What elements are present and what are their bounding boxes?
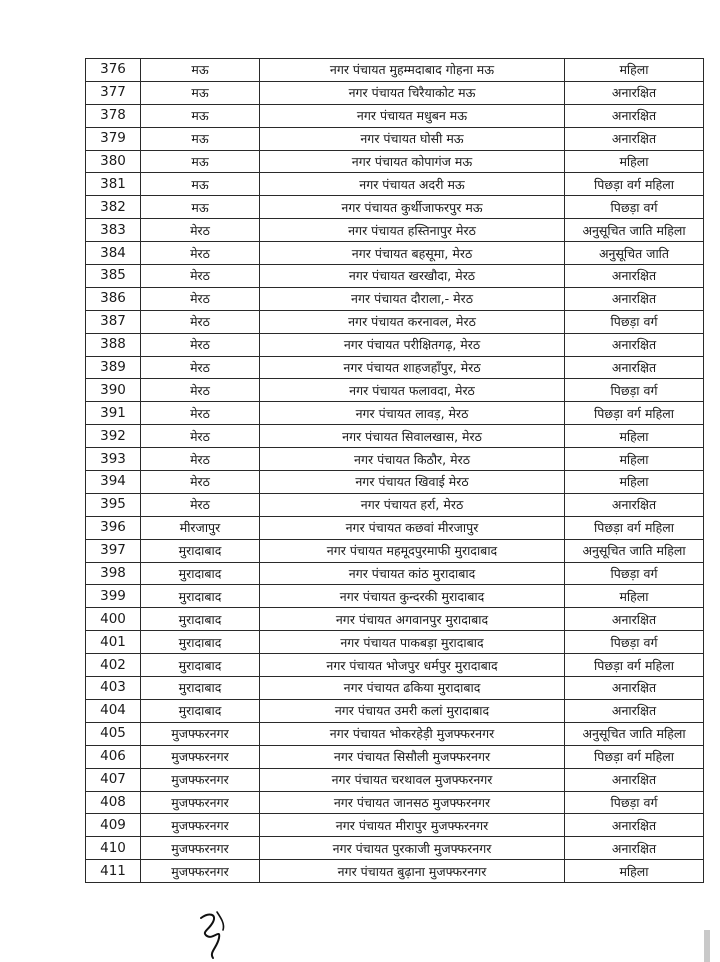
table-row [86,402,704,425]
district-cell: मेरठ [141,448,260,471]
district-cell: मेरठ [141,379,260,402]
district-cell: मऊ [141,127,260,150]
nagar-panchayat-cell: नगर पंचायत बहसूमा, मेरठ [260,242,565,265]
serial-number-cell: 400 [86,608,141,631]
district-cell: मुरादाबाद [141,631,260,654]
nagar-panchayat-cell: नगर पंचायत मुहम्मदाबाद गोहना मऊ [260,59,565,82]
serial-number-cell: 393 [86,448,141,471]
district-cell: मुरादाबाद [141,699,260,722]
table-row [86,722,704,745]
table-row [86,127,704,150]
reservation-category-cell: अनारक्षित [565,768,704,791]
district-cell: मऊ [141,173,260,196]
table-row [86,539,704,562]
reservation-table [85,58,704,883]
district-cell: मुरादाबाद [141,608,260,631]
reservation-category-cell: अनुसूचित जाति [565,242,704,265]
nagar-panchayat-cell: नगर पंचायत उमरी कलां मुरादाबाद [260,699,565,722]
table-row [86,562,704,585]
district-cell: मुजफ्फरनगर [141,837,260,860]
table-row [86,150,704,173]
serial-number-cell: 406 [86,745,141,768]
serial-number-cell: 388 [86,333,141,356]
district-cell: मेरठ [141,402,260,425]
serial-number-cell: 376 [86,59,141,82]
nagar-panchayat-cell: नगर पंचायत कछवां मीरजापुर [260,516,565,539]
district-cell: मीरजापुर [141,516,260,539]
nagar-panchayat-cell: नगर पंचायत खरखौदा, मेरठ [260,265,565,288]
reservation-category-cell: अनारक्षित [565,814,704,837]
table-row [86,333,704,356]
table-row [86,699,704,722]
nagar-panchayat-cell: नगर पंचायत करनावल, मेरठ [260,310,565,333]
reservation-category-cell: अनारक्षित [565,608,704,631]
nagar-panchayat-cell: नगर पंचायत चरथावल मुजफ्फरनगर [260,768,565,791]
district-cell: मेरठ [141,356,260,379]
serial-number-cell: 396 [86,516,141,539]
reservation-category-cell: अनारक्षित [565,356,704,379]
district-cell: मुरादाबाद [141,654,260,677]
nagar-panchayat-cell: नगर पंचायत अगवानपुर मुरादाबाद [260,608,565,631]
serial-number-cell: 403 [86,677,141,700]
reservation-category-cell: अनारक्षित [565,333,704,356]
nagar-panchayat-cell: नगर पंचायत हर्रा, मेरठ [260,493,565,516]
serial-number-cell: 409 [86,814,141,837]
table-row [86,814,704,837]
district-cell: मुरादाबाद [141,562,260,585]
table-row [86,356,704,379]
reservation-category-cell: महिला [565,471,704,494]
serial-number-cell: 410 [86,837,141,860]
table-row [86,104,704,127]
nagar-panchayat-cell: नगर पंचायत बुढ़ाना मुजफ्फरनगर [260,860,565,883]
reservation-category-cell: महिला [565,59,704,82]
district-cell: मुजफ्फरनगर [141,768,260,791]
district-cell: मेरठ [141,265,260,288]
table-row [86,59,704,82]
district-cell: मेरठ [141,242,260,265]
table-row [86,493,704,516]
district-cell: मेरठ [141,287,260,310]
reservation-category-cell: अनारक्षित [565,699,704,722]
district-cell: मऊ [141,59,260,82]
serial-number-cell: 399 [86,585,141,608]
table-row [86,631,704,654]
serial-number-cell: 386 [86,287,141,310]
table-row [86,768,704,791]
reservation-category-cell: पिछड़ा वर्ग महिला [565,516,704,539]
serial-number-cell: 384 [86,242,141,265]
table-row [86,81,704,104]
district-cell: मऊ [141,104,260,127]
reservation-category-cell: महिला [565,448,704,471]
table-row [86,585,704,608]
serial-number-cell: 381 [86,173,141,196]
nagar-panchayat-cell: नगर पंचायत सिवालखास, मेरठ [260,425,565,448]
serial-number-cell: 382 [86,196,141,219]
serial-number-cell: 385 [86,265,141,288]
nagar-panchayat-cell: नगर पंचायत घोसी मऊ [260,127,565,150]
table-row [86,837,704,860]
table-row [86,654,704,677]
reservation-category-cell: पिछड़ा वर्ग [565,562,704,585]
nagar-panchayat-cell: नगर पंचायत फलावदा, मेरठ [260,379,565,402]
table-row [86,471,704,494]
district-cell: मुजफ्फरनगर [141,745,260,768]
serial-number-cell: 378 [86,104,141,127]
nagar-panchayat-cell: नगर पंचायत भोकरहेड़ी मुजफ्फरनगर [260,722,565,745]
nagar-panchayat-cell: नगर पंचायत परीक्षितगढ़, मेरठ [260,333,565,356]
district-cell: मेरठ [141,493,260,516]
reservation-category-cell: पिछड़ा वर्ग [565,196,704,219]
nagar-panchayat-cell: नगर पंचायत खिवाई मेरठ [260,471,565,494]
nagar-panchayat-cell: नगर पंचायत कोपागंज मऊ [260,150,565,173]
table-row [86,860,704,883]
table-row [86,677,704,700]
serial-number-cell: 411 [86,860,141,883]
table-row [86,516,704,539]
nagar-panchayat-cell: नगर पंचायत शाहजहाँपुर, मेरठ [260,356,565,379]
reservation-category-cell: पिछड़ा वर्ग महिला [565,173,704,196]
reservation-category-cell: पिछड़ा वर्ग [565,631,704,654]
serial-number-cell: 390 [86,379,141,402]
serial-number-cell: 408 [86,791,141,814]
serial-number-cell: 379 [86,127,141,150]
scan-edge-mark [704,930,710,962]
nagar-panchayat-cell: नगर पंचायत ढकिया मुरादाबाद [260,677,565,700]
table-row [86,219,704,242]
reservation-category-cell: पिछड़ा वर्ग महिला [565,654,704,677]
serial-number-cell: 397 [86,539,141,562]
reservation-category-cell: पिछड़ा वर्ग [565,310,704,333]
reservation-category-cell: अनारक्षित [565,127,704,150]
table-row [86,791,704,814]
nagar-panchayat-cell: नगर पंचायत पाकबड़ा मुरादाबाद [260,631,565,654]
reservation-category-cell: अनुसूचित जाति महिला [565,539,704,562]
reservation-category-cell: महिला [565,150,704,173]
table-row [86,745,704,768]
table-row [86,448,704,471]
reservation-category-cell: अनारक्षित [565,677,704,700]
district-cell: मऊ [141,81,260,104]
reservation-category-cell: अनारक्षित [565,104,704,127]
serial-number-cell: 402 [86,654,141,677]
table-row [86,173,704,196]
reservation-category-cell: पिछड़ा वर्ग महिला [565,745,704,768]
reservation-category-cell: अनारक्षित [565,265,704,288]
district-cell: मेरठ [141,333,260,356]
nagar-panchayat-cell: नगर पंचायत अदरी मऊ [260,173,565,196]
reservation-category-cell: पिछड़ा वर्ग [565,379,704,402]
nagar-panchayat-cell: नगर पंचायत हस्तिनापुर मेरठ [260,219,565,242]
serial-number-cell: 404 [86,699,141,722]
reservation-category-cell: महिला [565,425,704,448]
serial-number-cell: 395 [86,493,141,516]
serial-number-cell: 405 [86,722,141,745]
serial-number-cell: 383 [86,219,141,242]
nagar-panchayat-cell: नगर पंचायत किठौर, मेरठ [260,448,565,471]
nagar-panchayat-cell: नगर पंचायत सिसौली मुजफ्फरनगर [260,745,565,768]
district-cell: मऊ [141,196,260,219]
handwritten-signature [195,908,235,962]
district-cell: मुरादाबाद [141,677,260,700]
reservation-category-cell: अनारक्षित [565,493,704,516]
serial-number-cell: 398 [86,562,141,585]
serial-number-cell: 389 [86,356,141,379]
table-row [86,265,704,288]
nagar-panchayat-cell: नगर पंचायत चिरैयाकोट मऊ [260,81,565,104]
serial-number-cell: 387 [86,310,141,333]
district-cell: मुजफ्फरनगर [141,814,260,837]
reservation-category-cell: अनुसूचित जाति महिला [565,722,704,745]
nagar-panchayat-cell: नगर पंचायत दौराला,- मेरठ [260,287,565,310]
serial-number-cell: 401 [86,631,141,654]
serial-number-cell: 380 [86,150,141,173]
nagar-panchayat-cell: नगर पंचायत जानसठ मुजफ्फरनगर [260,791,565,814]
district-cell: मेरठ [141,425,260,448]
nagar-panchayat-cell: नगर पंचायत कुन्दरकी मुरादाबाद [260,585,565,608]
district-cell: मऊ [141,150,260,173]
nagar-panchayat-cell: नगर पंचायत मधुबन मऊ [260,104,565,127]
nagar-panchayat-cell: नगर पंचायत पुरकाजी मुजफ्फरनगर [260,837,565,860]
table-row [86,242,704,265]
serial-number-cell: 391 [86,402,141,425]
table-row [86,196,704,219]
reservation-table-body [86,59,704,883]
district-cell: मेरठ [141,310,260,333]
table-row [86,608,704,631]
nagar-panchayat-cell: नगर पंचायत भोजपुर धर्मपुर मुरादाबाद [260,654,565,677]
reservation-category-cell: महिला [565,860,704,883]
reservation-category-cell: अनारक्षित [565,81,704,104]
nagar-panchayat-cell: नगर पंचायत महमूदपुरमाफी मुरादाबाद [260,539,565,562]
serial-number-cell: 392 [86,425,141,448]
table-row [86,287,704,310]
table-row [86,425,704,448]
reservation-category-cell: अनारक्षित [565,287,704,310]
nagar-panchayat-cell: नगर पंचायत कुर्थीजाफरपुर मऊ [260,196,565,219]
reservation-category-cell: अनारक्षित [565,837,704,860]
serial-number-cell: 407 [86,768,141,791]
district-cell: मुरादाबाद [141,585,260,608]
district-cell: मेरठ [141,471,260,494]
nagar-panchayat-cell: नगर पंचायत लावड़, मेरठ [260,402,565,425]
reservation-category-cell: पिछड़ा वर्ग [565,791,704,814]
reservation-category-cell: महिला [565,585,704,608]
nagar-panchayat-cell: नगर पंचायत मीरापुर मुजफ्फरनगर [260,814,565,837]
table-row [86,379,704,402]
table-row [86,310,704,333]
reservation-category-cell: अनुसूचित जाति महिला [565,219,704,242]
serial-number-cell: 394 [86,471,141,494]
district-cell: मेरठ [141,219,260,242]
district-cell: मुरादाबाद [141,539,260,562]
reservation-category-cell: पिछड़ा वर्ग महिला [565,402,704,425]
district-cell: मुजफ्फरनगर [141,860,260,883]
district-cell: मुजफ्फरनगर [141,791,260,814]
nagar-panchayat-cell: नगर पंचायत कांठ मुरादाबाद [260,562,565,585]
serial-number-cell: 377 [86,81,141,104]
district-cell: मुजफ्फरनगर [141,722,260,745]
